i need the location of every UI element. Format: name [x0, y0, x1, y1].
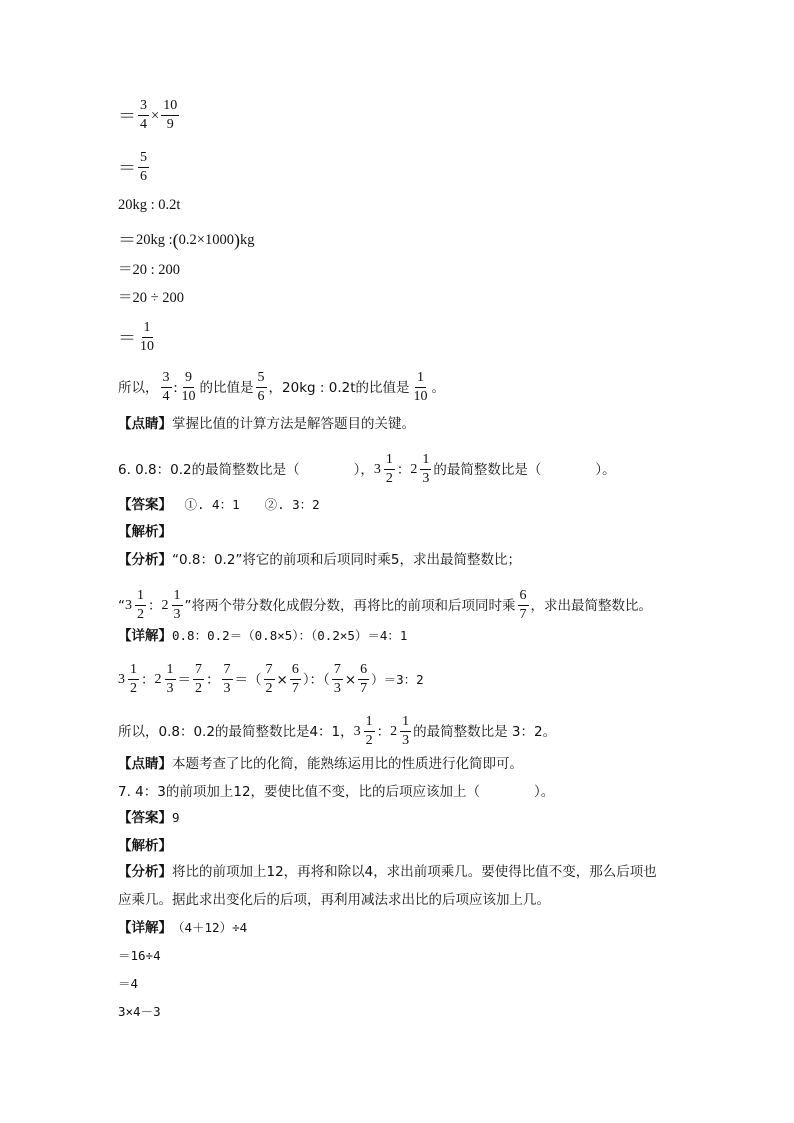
detail-6a	[118, 626, 407, 646]
denominator: 7	[360, 681, 368, 696]
colon: ：	[141, 671, 155, 688]
section-tag: 【解析】	[118, 838, 172, 854]
text-part: 所以，	[118, 379, 159, 396]
fraction	[264, 662, 275, 697]
whole-part: 2	[390, 723, 398, 739]
text-part: ”将两个带分数化成假分数，再将比的前项和后项同时乘	[184, 597, 516, 614]
section-tag: 【分析】	[118, 552, 172, 568]
denominator: 10	[140, 339, 154, 354]
fraction	[332, 662, 343, 697]
mixed-number	[125, 588, 148, 623]
section-tag: 【详解】	[118, 920, 172, 936]
text-part: 将比的前项加上12，再将和除以4，求出前项乘几。要使得比值不变，那么后项也	[172, 864, 657, 880]
numerator: 1	[128, 662, 139, 680]
fraction	[384, 452, 395, 487]
numerator: 7	[332, 662, 343, 680]
text-part: 。	[431, 379, 445, 396]
mixed-number	[374, 452, 397, 487]
numerator: 3	[138, 98, 149, 116]
denominator: 7	[519, 607, 527, 622]
section-tag: 【分析】	[118, 864, 172, 880]
denominator: 10	[181, 389, 196, 404]
colon: ：	[148, 597, 162, 614]
denominator: 6	[140, 169, 147, 184]
analysis-heading-7	[118, 836, 172, 856]
numerator: 1	[364, 714, 375, 732]
analysis-6a	[118, 550, 521, 570]
answer-7	[118, 808, 180, 828]
denominator: 2	[365, 733, 373, 748]
whole-part: 3	[353, 723, 361, 739]
step-line-2	[118, 150, 151, 185]
denominator: 2	[385, 471, 393, 486]
times-sign: ×	[344, 671, 357, 688]
step-line-3: 20kg : 0.2t	[118, 197, 181, 213]
text-part: ①. 4：1 ②. 3：2	[172, 497, 320, 512]
section-tag: 【点睛】	[118, 756, 172, 772]
fraction	[412, 370, 430, 405]
mixed-number	[162, 588, 185, 623]
numerator: 1	[415, 370, 426, 388]
step-line-5: ＝20 : 200	[118, 262, 181, 278]
fraction	[165, 662, 176, 697]
numerator: 7	[264, 662, 275, 680]
denominator: 3	[166, 681, 174, 696]
numerator: 6	[290, 662, 301, 680]
fraction	[193, 662, 204, 697]
mixed-number	[155, 662, 178, 697]
text-part: 的最简整数比是（ ）。	[433, 461, 616, 478]
numerator: 5	[256, 370, 267, 388]
fraction	[420, 452, 431, 487]
fraction	[290, 662, 301, 697]
whole-part: 2	[410, 461, 418, 477]
step-line-1	[118, 98, 181, 133]
text-part: ）：（	[302, 671, 330, 688]
mixed-number	[410, 452, 433, 487]
equals-sign: ＝	[118, 327, 136, 348]
fraction	[138, 320, 156, 355]
denominator: 3	[402, 733, 410, 748]
text-part: kg	[239, 232, 255, 248]
denominator: 4	[162, 389, 170, 404]
numerator: 1	[400, 714, 411, 732]
text-part: ，20kg : 0.2t的比值是	[268, 379, 410, 396]
denominator: 6	[257, 389, 265, 404]
denominator: 3	[223, 681, 231, 696]
text-part: ，求出最简整数比。	[530, 597, 652, 614]
fraction	[161, 370, 172, 405]
numerator: 5	[138, 150, 149, 168]
fraction	[222, 662, 233, 697]
whole-part: 3	[125, 597, 132, 613]
numerator: 10	[161, 98, 179, 116]
whole-part: 2	[161, 597, 169, 613]
detail-7d: 3×4－3	[118, 1004, 161, 1019]
whole-part: 3	[373, 461, 381, 477]
detail-7b: ＝16÷4	[118, 948, 161, 963]
denominator: 2	[265, 681, 273, 696]
colon: ：	[376, 723, 391, 740]
colon: ：	[396, 461, 411, 478]
denominator: 2	[195, 681, 202, 696]
detail-7a	[118, 918, 247, 938]
denominator: 3	[173, 607, 181, 622]
denominator: 3	[422, 471, 430, 486]
times-sign: ×	[276, 671, 288, 688]
detail-7c: ＝4	[118, 976, 139, 991]
analysis-7b: 应乘几。据此求出变化后的后项，再利用减法求出比的后项应该加上几。	[118, 892, 550, 908]
text-part: 所以，0.8：0.2的最简整数比是4：1，	[118, 723, 354, 740]
times-sign: ×	[151, 107, 160, 124]
fraction	[400, 714, 411, 749]
fraction	[256, 370, 267, 405]
text-part: 的最简整数比是 3：2。	[413, 723, 557, 740]
denominator: 7	[291, 681, 299, 696]
answer-6	[118, 495, 320, 515]
step-line-6: ＝20 ÷ 200	[118, 290, 184, 306]
equals-sign: ＝	[177, 671, 191, 688]
whole-part: 3	[118, 671, 125, 687]
text-part: 20kg :	[136, 232, 173, 248]
numerator: 7	[193, 662, 204, 680]
key-point-6	[118, 754, 523, 774]
numerator: 1	[384, 452, 395, 470]
denominator: 9	[166, 117, 174, 132]
fraction	[138, 150, 149, 185]
conclusion-line-5	[118, 370, 445, 405]
text-part: 9	[172, 810, 180, 825]
text-part: 掌握比值的计算方法是解答题目的关键。	[172, 416, 415, 432]
denominator: 3	[333, 681, 341, 696]
mixed-number	[118, 662, 141, 697]
text-part: 本题考查了比的化简，能熟练运用比的性质进行化简即可。	[172, 756, 523, 772]
text-part: 6. 0.8：0.2的最简整数比是（ ），	[118, 461, 374, 478]
mixed-number	[390, 714, 413, 749]
colon: :	[173, 379, 178, 396]
fraction	[128, 662, 139, 697]
numerator: 1	[165, 662, 176, 680]
numerator: 6	[518, 588, 529, 606]
colon: ：	[206, 671, 220, 688]
section-tag: 【解析】	[118, 524, 172, 540]
paren-left: (	[172, 230, 179, 250]
mixed-number	[354, 714, 377, 749]
question-7: 7. 4：3的前项加上12，要使比值不变，比的后项应该加上（ ）。	[118, 784, 555, 800]
numerator: 1	[420, 452, 431, 470]
whole-part: 2	[154, 671, 162, 687]
text-part: （4＋12）÷4	[172, 920, 248, 935]
numerator: 1	[172, 588, 183, 606]
denominator: 2	[137, 607, 144, 622]
equals-sign: ＝	[118, 230, 136, 250]
section-tag: 【答案】	[118, 810, 172, 826]
analysis-6b	[118, 588, 652, 623]
section-tag: 【答案】	[118, 497, 172, 513]
text-part: 0.2×1000	[178, 232, 234, 248]
step-line-7	[118, 320, 158, 355]
step-line-4	[118, 230, 254, 250]
fraction	[138, 98, 149, 133]
numerator: 1	[142, 320, 153, 338]
analysis-heading-6	[118, 522, 172, 542]
denominator: 2	[130, 681, 137, 696]
question-6	[118, 452, 616, 487]
fraction	[172, 588, 183, 623]
analysis-7a	[118, 862, 657, 882]
text-part: ）＝3：2	[371, 671, 424, 687]
conclusion-6	[118, 714, 556, 749]
key-point-5	[118, 414, 415, 434]
fraction	[161, 98, 179, 133]
fraction	[135, 588, 146, 623]
fraction	[358, 662, 369, 697]
text-part: “	[118, 597, 125, 614]
fraction	[518, 588, 529, 623]
text-part: “0.8：0.2”将它的前项和后项同时乘5，求出最简整数比；	[172, 552, 522, 568]
equals-sign: ＝	[118, 105, 136, 126]
numerator: 1	[135, 588, 146, 606]
equals-sign: ＝	[118, 157, 136, 178]
fraction	[364, 714, 375, 749]
fraction	[180, 370, 198, 405]
paren-right: )	[233, 230, 240, 250]
denominator: 4	[140, 117, 147, 132]
section-tag: 【点睛】	[118, 416, 172, 432]
numerator: 6	[358, 662, 369, 680]
numerator: 3	[161, 370, 172, 388]
section-tag: 【详解】	[118, 628, 172, 644]
detail-6b	[118, 662, 424, 697]
numerator: 9	[183, 370, 194, 388]
text-part: 0.8：0.2＝（0.8×5）：（0.2×5）＝4：1	[172, 628, 408, 643]
denominator: 10	[413, 389, 428, 404]
text-part: 的比值是	[199, 379, 254, 396]
text-part: ＝（	[234, 671, 262, 688]
numerator: 7	[222, 662, 233, 680]
